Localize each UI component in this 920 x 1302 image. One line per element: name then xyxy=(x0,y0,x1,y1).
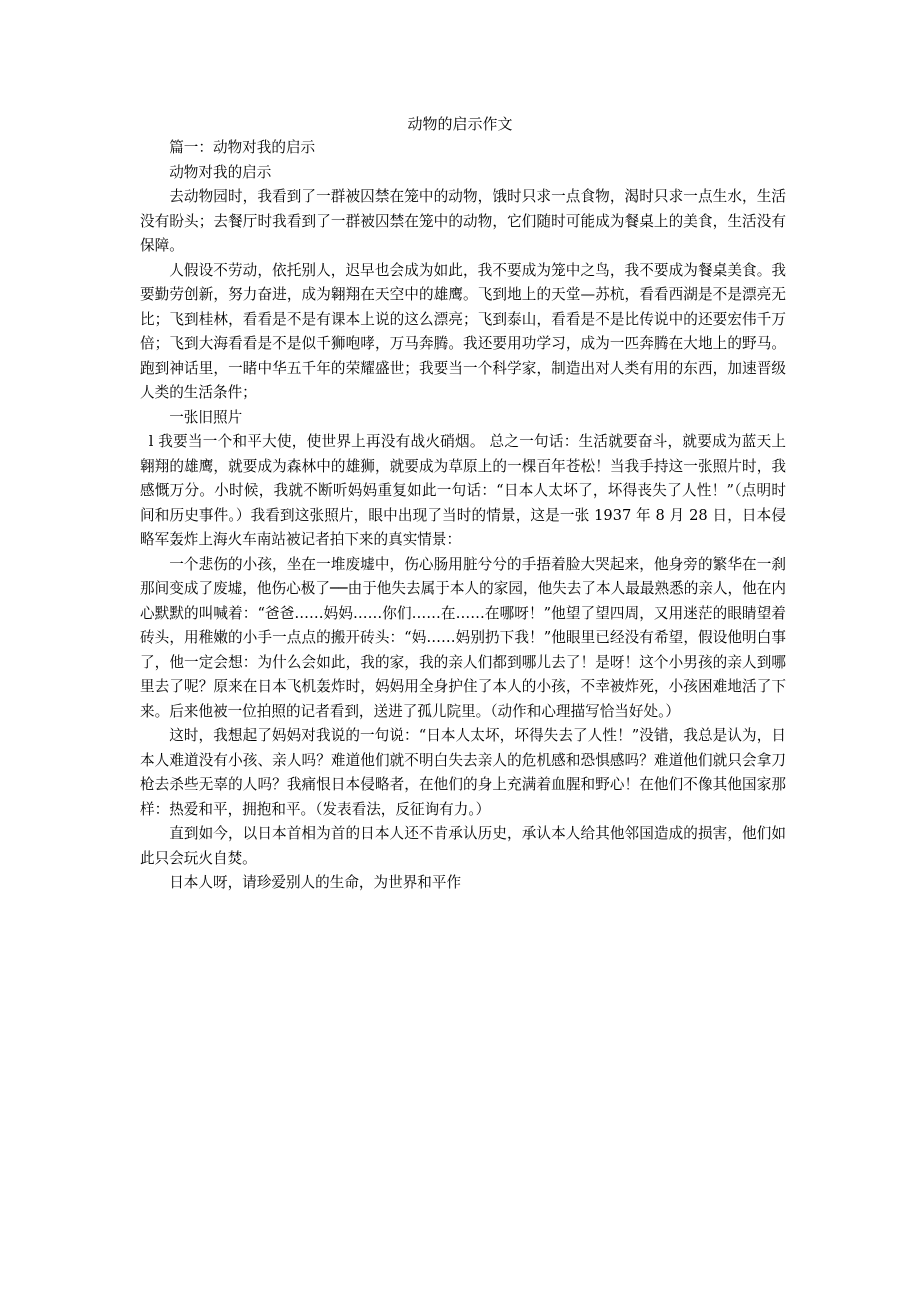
paragraph: 去动物园时，我看到了一群被囚禁在笼中的动物，饿时只求一点食物，渴时只求一点生水，生活没有盼头；去餐厅时我看到了一群被囚禁在笼中的动物，它们随时可能成为餐桌上的美食，生活没有保障。 xyxy=(140,188,786,254)
subsection-heading: 一张旧照片 xyxy=(169,408,243,426)
section-heading: 篇一：动物对我的启示 xyxy=(169,139,316,156)
paragraph: l 我要当一个和平大使，使世界上再没有战火硝烟。 总之一句话：生活就要奋斗，就要成为蓝天上翱翔的雄鹰，就要成为森林中的雄狮，就要成为草原上的一棵百年苍松！当我手持这一张照片时，我感慨万分。小时候，我就不断听妈妈重复如此一句话：“日本人太坏了，坏得丧失了人性！”（点明时间和历史事件。）我看到这张照片，眼中出现了当时的情景，这是一张 1937 年 8 月 28 日，日本侵略军轰炸上海火车南站被记者拍下来的真实情景： xyxy=(140,433,786,548)
document-body xyxy=(140,136,786,896)
paragraph: 这时，我想起了妈妈对我说的一句说：“日本人太坏，坏得失去了人性！”没错，我总是认为，日本人难道没有小孩、亲人吗？难道他们就不明白失去亲人的危机感和恐惧感吗？难道他们就只会拿刀枪去杀些无辜的人吗？我痛恨日本侵略者，在他们的身上充满着血腥和野心！在他们不像其他国家那样：热爱和平，拥抱和平。（发表看法，反征询有力。） xyxy=(140,727,786,818)
paragraph: 直到如今，以日本首相为首的日本人还不肯承认历史，承认本人给其他邻国造成的损害，他们如此只会玩火自焚。 xyxy=(140,825,786,867)
document-title: 动物的启示作文 xyxy=(407,115,513,133)
paragraph: 日本人呀，请珍爱别人的生命，为世界和平作 xyxy=(169,874,462,891)
paragraph: 一个悲伤的小孩，坐在一堆废墟中，伤心肠用脏兮兮的手捂着脸大哭起来，他身旁的繁华在一刹那间变成了废墟，他伤心极了──由于他失去属于本人的家园，他失去了本人最最熟悉的亲人，他在内心默默的叫喊着：“爸爸……妈妈……你们……在……在哪呀！”他望了望四周，又用迷茫的眼睛望着砖头，用稚嫩的小手一点点的搬开砖头：“妈……妈别扔下我！”他眼里已经没有希望，假设他明白事了，他一定会想：为什么会如此，我的家，我的亲人们都到哪儿去了！是呀！这个小男孩的亲人到哪里去了呢？原来在日本飞机轰炸时，妈妈用全身护住了本人的小孩，不幸被炸死，小孩困难地活了下来。后来他被一位拍照的记者看到，送进了孤儿院里。（动作和心理描写恰当好处。） xyxy=(140,555,786,720)
subsection-heading: 动物对我的启示 xyxy=(169,163,272,181)
paragraph: 人假设不劳动，依托别人，迟早也会成为如此，我不要成为笼中之鸟，我不要成为餐桌美食。我要勤劳创新，努力奋进，成为翱翔在天空中的雄鹰。飞到地上的天堂—苏杭，看看西湖是不是漂亮无比；飞到桂林，看看是不是有课本上说的这么漂亮；飞到泰山，看看是不是比传说中的还要宏伟千万倍；飞到大海看看是不是似千狮咆哮，万马奔腾。我还要用功学习，成为一匹奔腾在大地上的野马。跑到神话里，一睹中华五千年的荣耀盛世；我要当一个科学家，制造出对人类有用的东西，加速晋级人类的生活条件； xyxy=(140,261,786,401)
